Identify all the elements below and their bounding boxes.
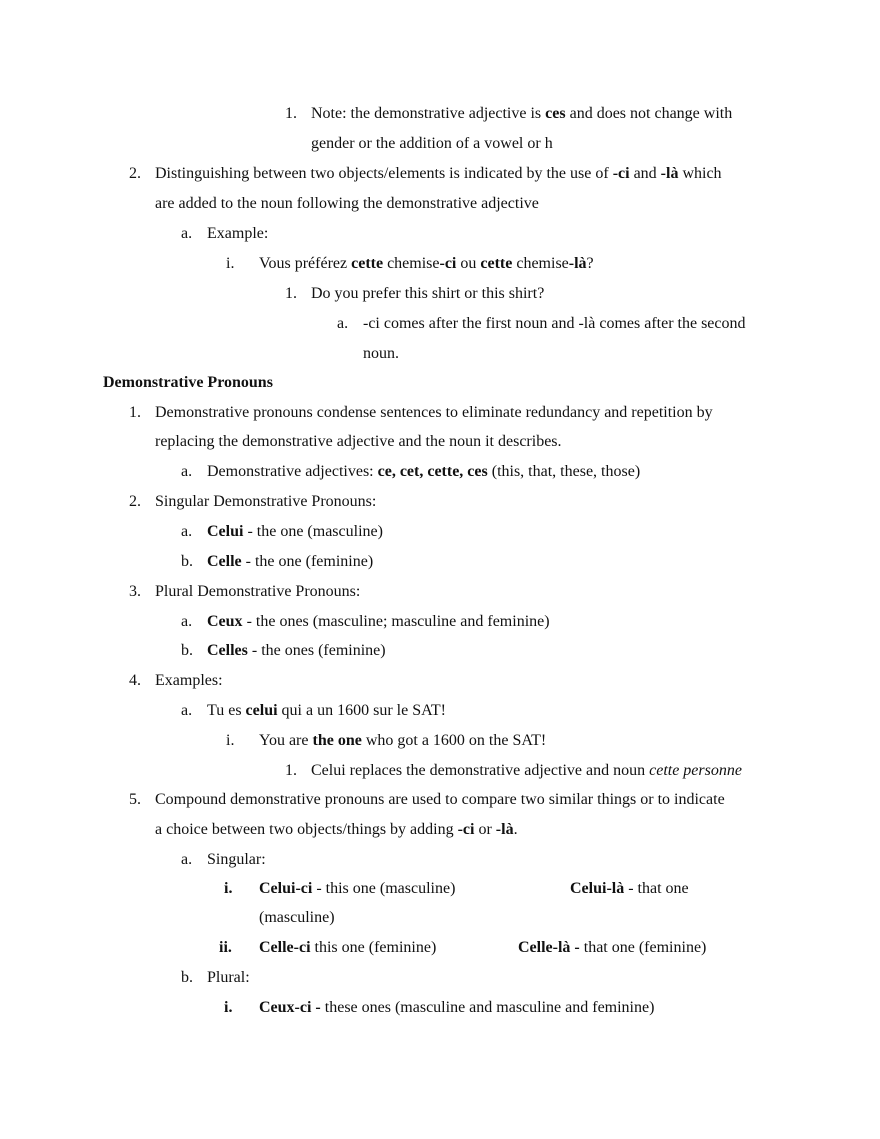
list-marker: i. <box>226 255 235 272</box>
text-line: Demonstrative pronouns condense sentences to eliminate redundancy and repetition by <box>155 404 713 421</box>
list-marker: b. <box>181 553 193 570</box>
bold-term: Celle-ci <box>259 939 311 956</box>
bold-term: -ci <box>457 821 475 838</box>
text-line <box>207 641 386 661</box>
text-line <box>155 164 722 184</box>
text-span: chemise <box>512 255 569 272</box>
text-span: - the one (masculine) <box>243 523 383 540</box>
bold-term: ces <box>545 105 566 122</box>
text-line <box>518 938 706 958</box>
list-marker: 5. <box>129 791 141 808</box>
text-span: Distinguishing between two objects/elements is indicated by the use of <box>155 165 613 182</box>
bold-term: -ci <box>439 255 457 272</box>
list-marker: 1. <box>285 285 297 302</box>
bold-term: -ci <box>612 165 630 182</box>
bold-term: -là <box>568 255 587 272</box>
text-line: Plural Demonstrative Pronouns: <box>155 583 361 600</box>
text-line: Singular: <box>207 851 266 868</box>
text-line: Example: <box>207 225 269 242</box>
bold-term: celui <box>245 702 278 719</box>
bold-term: Celui <box>207 523 244 540</box>
text-line <box>207 462 640 482</box>
text-line: Plural: <box>207 969 250 986</box>
bold-term: -là <box>660 165 679 182</box>
bold-term: Ceux <box>207 613 243 630</box>
text-span: Demonstrative adjectives: <box>207 463 378 480</box>
text-line: -ci comes after the first noun and -là comes after the second <box>363 315 746 332</box>
text-line <box>259 938 436 958</box>
text-span: Tu es <box>207 702 246 719</box>
text-line: Do you prefer this shirt or this shirt? <box>311 285 545 302</box>
text-span: - the ones (masculine; masculine and feminine) <box>242 613 550 630</box>
text-span: or <box>474 821 496 838</box>
list-marker: 3. <box>129 583 141 600</box>
bold-term: the one <box>312 732 362 749</box>
text-span: - that one <box>624 880 689 897</box>
text-span: which <box>678 165 722 182</box>
list-marker: a. <box>181 851 193 868</box>
text-span: - the ones (feminine) <box>247 642 386 659</box>
list-marker: a. <box>181 523 193 540</box>
text-span: You are <box>259 732 313 749</box>
text-span: Celui replaces the demonstrative adjective and noun <box>311 762 650 779</box>
text-line <box>311 104 732 124</box>
bold-term: ce, cet, cette, ces <box>377 463 488 480</box>
text-span: . <box>513 821 518 838</box>
text-line <box>259 879 455 899</box>
bold-term: Celui-ci <box>259 880 313 897</box>
text-line <box>259 998 654 1018</box>
text-span: chemise <box>383 255 440 272</box>
bold-term: cette <box>480 255 513 272</box>
text-line: are added to the noun following the demonstrative adjective <box>155 195 539 212</box>
text-line <box>259 731 546 751</box>
text-span: this one (feminine) <box>310 939 437 956</box>
text-line <box>311 761 742 781</box>
list-marker: 2. <box>129 493 141 510</box>
list-marker: a. <box>181 463 193 480</box>
text-line <box>207 701 446 721</box>
bold-term: Celle-là - <box>518 939 580 956</box>
list-marker: a. <box>181 702 193 719</box>
text-line <box>570 879 689 899</box>
bold-term: -là <box>495 821 514 838</box>
list-marker: 1. <box>285 105 297 122</box>
text-line <box>207 612 550 632</box>
text-span: ou <box>456 255 481 272</box>
list-marker: i. <box>226 732 235 749</box>
text-span: that one (feminine) <box>579 939 707 956</box>
text-line: noun. <box>363 345 399 362</box>
text-line <box>207 522 383 542</box>
text-span: Vous préférez <box>259 255 352 272</box>
text-span: these ones (masculine and masculine and feminine) <box>320 999 655 1016</box>
bold-term: Celle <box>207 553 242 570</box>
bold-term: Celui-là <box>570 880 625 897</box>
text-line: replacing the demonstrative adjective and the noun it describes. <box>155 433 562 450</box>
text-span: ? <box>586 255 594 272</box>
bold-term: Celles <box>207 642 248 659</box>
text-span: and does not change with <box>565 105 733 122</box>
text-line <box>207 552 373 572</box>
text-span: a choice between two objects/things by adding <box>155 821 458 838</box>
list-marker: i. <box>224 999 233 1016</box>
text-span: - the one (feminine) <box>241 553 374 570</box>
list-marker: i. <box>224 880 233 897</box>
text-line: gender or the addition of a vowel or h <box>311 135 553 152</box>
text-line: (masculine) <box>259 909 335 926</box>
list-marker: a. <box>181 225 193 242</box>
bold-term: Ceux-ci - <box>259 999 321 1016</box>
text-span: who got a 1600 on the SAT! <box>361 732 547 749</box>
text-span: (this, that, these, those) <box>487 463 641 480</box>
list-marker: a. <box>181 613 193 630</box>
text-line: Compound demonstrative pronouns are used to compare two similar things or to indicate <box>155 791 725 808</box>
list-marker: b. <box>181 642 193 659</box>
text-line <box>155 820 518 840</box>
text-line: Examples: <box>155 672 223 689</box>
text-line <box>259 254 594 274</box>
bold-term: cette <box>351 255 384 272</box>
section-heading: Demonstrative Pronouns <box>103 374 273 391</box>
list-marker: 1. <box>285 762 297 779</box>
list-marker: ii. <box>219 939 232 956</box>
text-line: Singular Demonstrative Pronouns: <box>155 493 377 510</box>
list-marker: 1. <box>129 404 141 421</box>
list-marker: 4. <box>129 672 141 689</box>
list-marker: 2. <box>129 165 141 182</box>
list-marker: b. <box>181 969 193 986</box>
text-span: and <box>629 165 661 182</box>
text-span: qui a un 1600 sur le SAT! <box>277 702 446 719</box>
list-marker: a. <box>337 315 349 332</box>
italic-term: cette personne <box>649 762 742 779</box>
text-span: Note: the demonstrative adjective is <box>311 105 546 122</box>
text-span: - this one (masculine) <box>312 880 456 897</box>
